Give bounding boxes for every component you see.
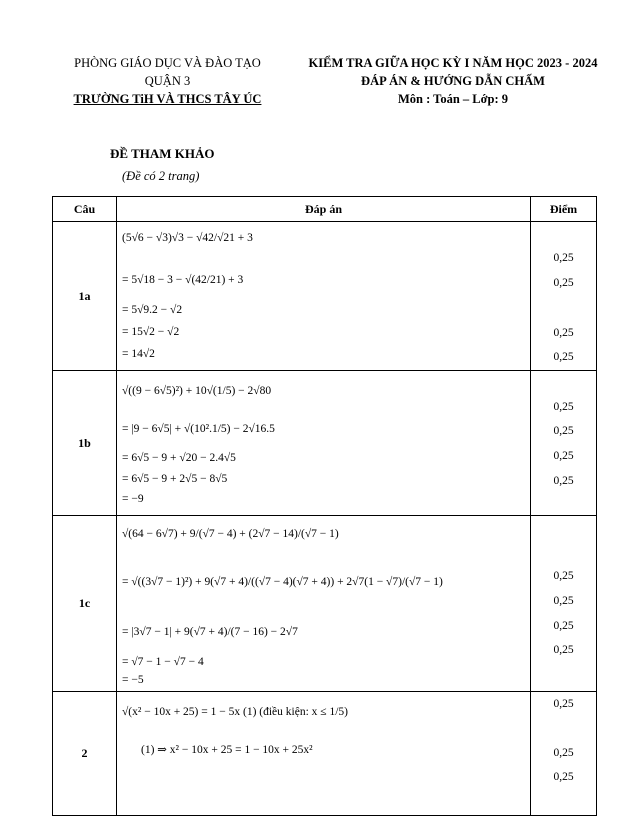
answer-line: = |9 − 6√5| + √(10².1/5) − 2√16.5 — [122, 423, 275, 435]
question-number: 2 — [53, 692, 117, 816]
answer-line: √((9 − 6√5)²) + 10√(1/5) − 2√80 — [122, 385, 272, 397]
answer-line: = |3√7 − 1| + 9(√7 + 4)/(7 − 16) − 2√7 — [122, 626, 298, 638]
answer-line: = 15√2 − √2 — [122, 326, 180, 338]
question-number: 1c — [53, 516, 117, 692]
point-value: 0,25 — [553, 698, 574, 710]
table-row — [53, 516, 597, 692]
point-value: 0,25 — [553, 595, 574, 607]
answer-line: = 14√2 — [122, 348, 155, 360]
answer-line: = −5 — [122, 674, 144, 686]
header-points: Điểm — [531, 197, 597, 222]
point-value: 0,25 — [553, 620, 574, 632]
point-value: 0,25 — [553, 277, 574, 289]
header-answer: Đáp án — [117, 197, 531, 222]
answer-key-title: ĐÁP ÁN & HƯỚNG DẪN CHẤM — [361, 74, 545, 88]
table-row — [53, 692, 597, 816]
table-header-row — [53, 197, 597, 222]
point-value: 0,25 — [553, 401, 574, 413]
answer-line: = 6√5 − 9 + 2√5 − 8√5 — [122, 473, 228, 485]
table-row — [53, 371, 597, 516]
points-cell — [531, 371, 597, 516]
answer-line: √(64 − 6√7) + 9/(√7 − 4) + (2√7 − 14)/(√7 − 1) — [122, 528, 339, 540]
points-cell — [531, 516, 597, 692]
points-cell — [531, 222, 597, 371]
subject-grade: Môn : Toán – Lớp: 9 — [397, 92, 509, 106]
answer-cell — [117, 371, 531, 516]
document-title: ĐỀ THAM KHẢO — [110, 146, 215, 161]
answer-line: √(x² − 10x + 25) = 1 − 5x (1) (điều kiện: x ≤ 1/5) — [122, 706, 348, 718]
answer-line: = √((3√7 − 1)²) + 9(√7 + 4)/((√7 − 4)(√7 + 4)) + 2√7(1 − √7)/(√7 − 1) — [122, 576, 443, 588]
question-number: 1b — [53, 371, 117, 516]
point-value: 0,25 — [553, 771, 574, 783]
department-name: PHÒNG GIÁO DỤC VÀ ĐÀO TẠO — [74, 56, 261, 70]
answer-line: (1) ⇒ x² − 10x + 25 = 1 − 10x + 25x² — [141, 744, 313, 756]
point-value: 0,25 — [553, 252, 574, 264]
school-header — [50, 54, 285, 108]
answer-line: = −9 — [122, 493, 144, 505]
point-value: 0,25 — [553, 570, 574, 582]
document-subtitle: (Đề có 2 trang) — [122, 169, 200, 183]
answer-table — [52, 196, 597, 816]
point-value: 0,25 — [553, 747, 574, 759]
district-name: QUẬN 3 — [144, 74, 191, 88]
answer-cell — [117, 692, 531, 816]
point-value: 0,25 — [553, 425, 574, 437]
table-row — [53, 222, 597, 371]
question-number: 1a — [53, 222, 117, 371]
header-question: Câu — [53, 197, 117, 222]
point-value: 0,25 — [553, 327, 574, 339]
point-value: 0,25 — [553, 644, 574, 656]
exam-title: KIỂM TRA GIỮA HỌC KỲ I NĂM HỌC 2023 - 2024 — [308, 56, 598, 70]
answer-line: = √7 − 1 − √7 − 4 — [122, 656, 204, 668]
answer-line: = 5√18 − 3 − √(42/21) + 3 — [122, 274, 244, 286]
answer-line: (5√6 − √3)√3 − √42/√21 + 3 — [122, 232, 253, 244]
school-name: TRƯỜNG TiH VÀ THCS TÂY ÚC — [73, 92, 262, 106]
point-value: 0,25 — [553, 475, 574, 487]
point-value: 0,25 — [553, 351, 574, 363]
answer-cell — [117, 222, 531, 371]
answer-cell — [117, 516, 531, 692]
exam-header — [288, 54, 618, 108]
answer-line: = 6√5 − 9 + √20 − 2.4√5 — [122, 452, 236, 464]
point-value: 0,25 — [553, 450, 574, 462]
answer-line: = 5√9.2 − √2 — [122, 304, 183, 316]
points-cell — [531, 692, 597, 816]
